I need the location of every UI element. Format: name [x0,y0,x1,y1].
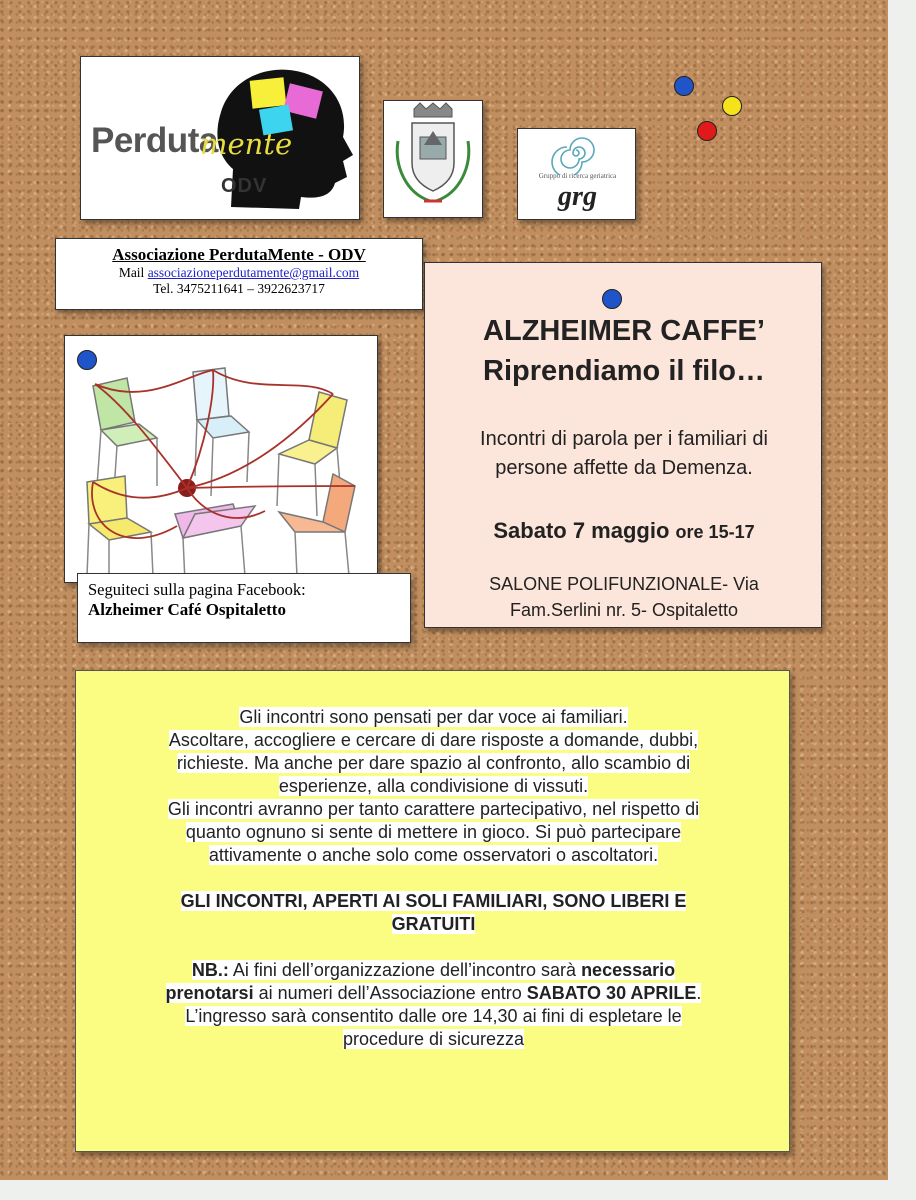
municipal-crest [383,100,483,218]
mail-label: Mail [118,265,145,280]
nb-label: NB.: [191,960,229,980]
yellow-pin-icon [722,96,742,116]
nb-line [166,983,702,1003]
event-day: Sabato 7 maggio [493,518,670,543]
facebook-card [77,573,411,643]
mail-link[interactable]: associazioneperdutamente@gmail.com [147,265,360,280]
association-name: Associazione PerdutaMente - ODV [112,245,366,264]
nb-text: Ai fini dell’organizzazione dell’incontro sarà [228,960,582,980]
association-mail-line [56,265,422,281]
note-line: richieste. Ma anche per dare spazio al confronto, allo scambio di [176,753,691,773]
event-description-line: persone affette da Demenza. [495,457,753,479]
association-card [55,238,423,310]
event-description-line: Incontri di parola per i familiari di [480,428,768,450]
nb-line: L’ingresso sarà consentito dalle ore 14,30 ai fini di espletare le [185,1006,682,1026]
logo-suffix: ODV [221,175,268,197]
event-location [435,571,813,623]
note-line: Gli incontri sono pensati per dar voce ai familiari. [239,707,628,727]
partner-logo [517,128,636,220]
facebook-page-name[interactable]: Alzheimer Café Ospitaletto [88,600,286,619]
blue-pin-icon [674,76,694,96]
nb-deadline: SABATO 30 APRILE [526,983,697,1003]
logo-brand-script: mente [200,127,293,161]
nb-emphasis: prenotarsi [165,983,254,1003]
event-date [435,518,813,544]
event-card [424,262,822,628]
free-notice-line: GRATUITI [391,914,476,934]
spiral-icon [518,131,635,175]
note-line: Gli incontri avranno per tanto carattere partecipativo, nel rispetto di [167,799,700,819]
free-notice-line: GLI INCONTRI, APERTI AI SOLI FAMILIARI, SONO LIBERI E [180,891,687,911]
event-location-line: Fam.Serlini nr. 5- Ospitaletto [509,600,739,620]
event-description [435,425,813,483]
red-pin-icon [697,121,717,141]
note-line: Ascoltare, accogliere e cercare di dare risposte a domande, dubbi, [168,730,699,750]
information-note [75,670,790,1152]
blue-pin-icon [602,289,622,309]
logo-brand: Perduta [91,121,218,160]
chairs-drawing-icon [65,336,377,582]
nb-line [192,960,675,980]
association-phones: Tel. 3475211641 – 3922623717 [153,281,325,296]
nb-text: . [696,983,702,1003]
event-time: ore 15-17 [675,522,755,542]
note-line: esperienze, alla condivisione di vissuti. [278,776,589,796]
event-location-line: SALONE POLIFUNZIONALE- Via [489,574,759,594]
event-subtitle-title: Riprendiamo il filo… [483,355,765,387]
nb-line: procedure di sicurezza [342,1029,525,1049]
crest-icon [384,101,482,217]
partner-mark: grg [558,181,597,212]
perdutamente-logo [80,56,360,220]
chairs-illustration [64,335,378,583]
event-title: ALZHEIMER CAFFE’ [483,315,765,347]
note-line: attivamente o anche solo come osservatori o ascoltatori. [208,845,659,865]
note-text [96,706,771,1051]
partner-caption: Gruppo di ricerca geriatrica [538,172,617,180]
facebook-label: Seguiteci sulla pagina Facebook: [88,580,306,599]
note-line: quanto ognuno si sente di mettere in gioco. Si può partecipare [185,822,682,842]
nb-text: ai numeri dell’Associazione entro [253,983,527,1003]
blue-pin-icon [77,350,97,370]
nb-emphasis: necessario [581,960,676,980]
